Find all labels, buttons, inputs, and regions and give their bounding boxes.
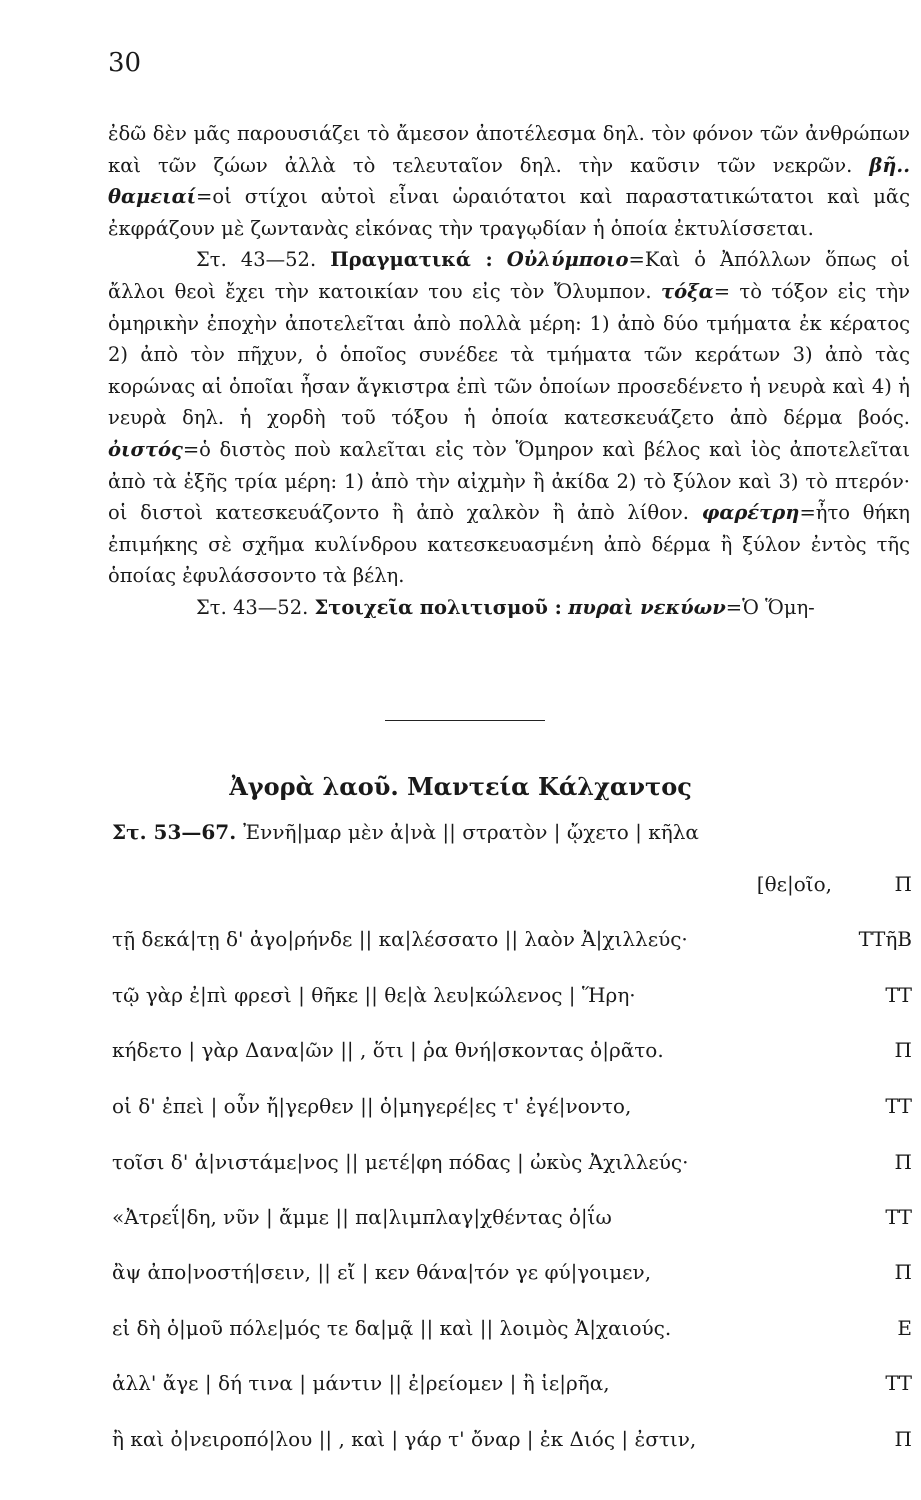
verse-line — [112, 820, 912, 850]
verse-text: εἰ δὴ ὁ|μοῦ πόλε|μός τε δα|μᾷ || καὶ || λοιμὸς Ἀ|χαιούς. — [112, 1316, 672, 1340]
glossed-term: φαρέτρη — [701, 501, 800, 525]
glossed-term: βῆ.. θαμειαί — [108, 153, 910, 209]
commentary-paragraph-3 — [108, 592, 910, 624]
meter-marker: Π — [894, 872, 912, 896]
meter-marker: ΤΤ — [885, 1371, 912, 1395]
meter-marker: ΤΤ — [885, 983, 912, 1007]
meter-marker: ΤΤ — [885, 1094, 912, 1118]
meter-marker: Π — [894, 1150, 912, 1174]
verse-line — [112, 927, 912, 957]
commentary-text: =ὁ διστὸς ποὺ καλεῖται εἰς τὸν Ὅμηρον καὶ βέλος καὶ ἰὸς ἀποτελεῖται ἀπὸ τὰ ἑξῆς τρία μέρη: 1) ἀπὸ τὴν αἰχμὴν ἢ ἀκίδα 2) τὸ ξύλον καὶ 3) τὸ πτερόν· οἱ διστοὶ κατεσκευάζοντο ἢ ἀπὸ χαλκὸν ἢ ἀπὸ λίθον. — [108, 437, 910, 525]
verse-text: ἢ καὶ ὀ|νειροπό|λου || , καὶ | γάρ τ' ὄναρ | ἐκ Διός | ἐστιν, — [112, 1427, 697, 1451]
verse-text: ἀλλ' ἄγε | δή τινα | μάντιν || ἐ|ρείομεν | ἢ ἱε|ρῆα, — [112, 1371, 610, 1395]
commentary-paragraph-2 — [108, 244, 910, 592]
page-number: 30 — [108, 48, 142, 78]
glossed-term: Οὐλύμποιο — [506, 248, 629, 272]
verse-line — [112, 872, 912, 902]
meter-marker: Ε — [897, 1316, 912, 1340]
verse-line — [112, 983, 912, 1013]
commentary-text: =οἱ στίχοι αὐτοὶ εἶναι ὡραιότατοι καὶ παραστατικώτατοι καὶ μᾶς ἐκφράζουν μὲ ζωντανὰς εἰκόνας τὴν τραγῳδίαν ἡ ὁποία ἐκτυλίσσεται. — [108, 185, 910, 240]
commentary — [108, 118, 910, 624]
meter-marker: Π — [894, 1427, 912, 1451]
commentary-text: =Ὁ Ὅμη- — [725, 595, 815, 619]
commentary-text: = τὸ τόξον εἰς τὴν ὁμηρικὴν ἐποχὴν ἀποτελεῖται ἀπὸ πολλὰ μέρη: 1) ἀπὸ δύο τμήματα ἐκ κέρατος 2) ἀπὸ τὸν πῆχυν, ὁ ὁποῖος συνέδεε τὰ τμήματα τῶν κεράτων 3) ἀπὸ τὰς κορώνας αἱ ὁποῖαι ἦσαν ἄγκιστρα ἐπὶ τῶν ὁποίων προσεδένετο ἡ νευρὰ καὶ 4) ἡ νευρὰ δηλ. ἡ χορδὴ τοῦ τόξου ἡ ὁποία κατεσκευάζετο ἀπὸ δέρμα βοός. — [108, 279, 910, 430]
meter-marker: ΤΤῆΒ — [858, 927, 912, 951]
verse-line — [112, 1260, 912, 1290]
meter-marker: ΤΤ — [885, 1205, 912, 1229]
commentary-text: =Καὶ ὁ Ἀπόλλων ὅπως οἱ ἄλλοι θεοὶ ἔχει τὴν κατοικίαν του εἰς τὸν Ὄλυμπον. — [108, 248, 910, 303]
line-reference: Στ. 43—52. — [196, 595, 309, 619]
glossed-term: τόξα — [661, 279, 714, 303]
meter-marker: Π — [894, 1038, 912, 1062]
section-title: Ἀγορὰ λαοῦ. Μαντεία Κάλχαντος — [229, 772, 692, 801]
verse-line — [112, 1205, 912, 1235]
commentary-text: =ἦτο θήκη ἐπιμήκης σὲ σχῆμα κυλίνδρου κατεσκευασμένη ἀπὸ δέρμα ἢ ξύλον ἐντὸς τῆς ὁποίας ἐφυλάσσοντο τὰ βέλη. — [108, 501, 910, 588]
verse-line — [112, 1038, 912, 1068]
verse-text: τῇ δεκά|τῃ δ' ἀγο|ρήνδε || κα|λέσσατο || λαὸν Ἀ|χιλλεύς· — [112, 927, 688, 951]
glossed-term: πυραὶ νεκύων — [568, 595, 726, 619]
subsection-heading: Πραγματικά : — [330, 248, 493, 272]
verse-line — [112, 1150, 912, 1180]
verse-text: κήδετο | γὰρ Δανα|ῶν || , ὅτι | ῥα θνή|σκοντας ὁ|ρᾶτο. — [112, 1038, 664, 1062]
verse-line — [112, 1371, 912, 1401]
verse-line — [112, 1316, 912, 1346]
subsection-heading: Στοιχεῖα πολιτισμοῦ : — [314, 595, 562, 619]
verse-continuation: [θε|οῖο, — [756, 872, 832, 896]
verse-text: τῷ γὰρ ἐ|πὶ φρεσὶ | θῆκε || θε|ὰ λευ|κώλενος | Ἥρη· — [112, 983, 636, 1007]
line-reference: Στ. 43—52. — [196, 248, 317, 272]
commentary-paragraph-1 — [108, 118, 910, 244]
verse-text: ἂψ ἀπο|νοστή|σειν, || εἴ | κεν θάνα|τόν γε φύ|γοιμεν, — [112, 1260, 652, 1284]
glossed-term: ὀιστός — [108, 437, 183, 461]
meter-marker: Π — [894, 1260, 912, 1284]
verse-text: τοῖσι δ' ἀ|νιστάμε|νος || μετέ|φη πόδας | ὠκὺς Ἀχιλλεύς· — [112, 1150, 689, 1174]
verse-text: Ἐννῆ|μαρ μὲν ἀ|νὰ || στρατὸν | ᾤχετο | κῆλα — [243, 820, 699, 844]
section-divider — [385, 720, 545, 721]
verse-text: «Ἀτρεΐ|δη, νῦν | ἄμμε || πα|λιμπλαγ|χθέντας ὀ|ΐω — [112, 1205, 612, 1229]
verse-line — [112, 1094, 912, 1124]
commentary-text: ἐδῶ δὲν μᾶς παρουσιάζει τὸ ἄμεσον ἀποτέλεσμα δηλ. τὸν φόνον τῶν ἀνθρώπων καὶ τῶν ζώων ἀλλὰ τὸ τελευταῖον δηλ. τὴν καῦσιν τῶν νεκρῶν. — [108, 122, 910, 177]
verse-reference: Στ. 53—67. — [112, 820, 244, 844]
verse-text: οἱ δ' ἐπεὶ | οὖν ἤ|γερθεν || ὁ|μηγερέ|ες τ' ἐγέ|νοντο, — [112, 1094, 632, 1118]
verse-line — [112, 1427, 912, 1457]
